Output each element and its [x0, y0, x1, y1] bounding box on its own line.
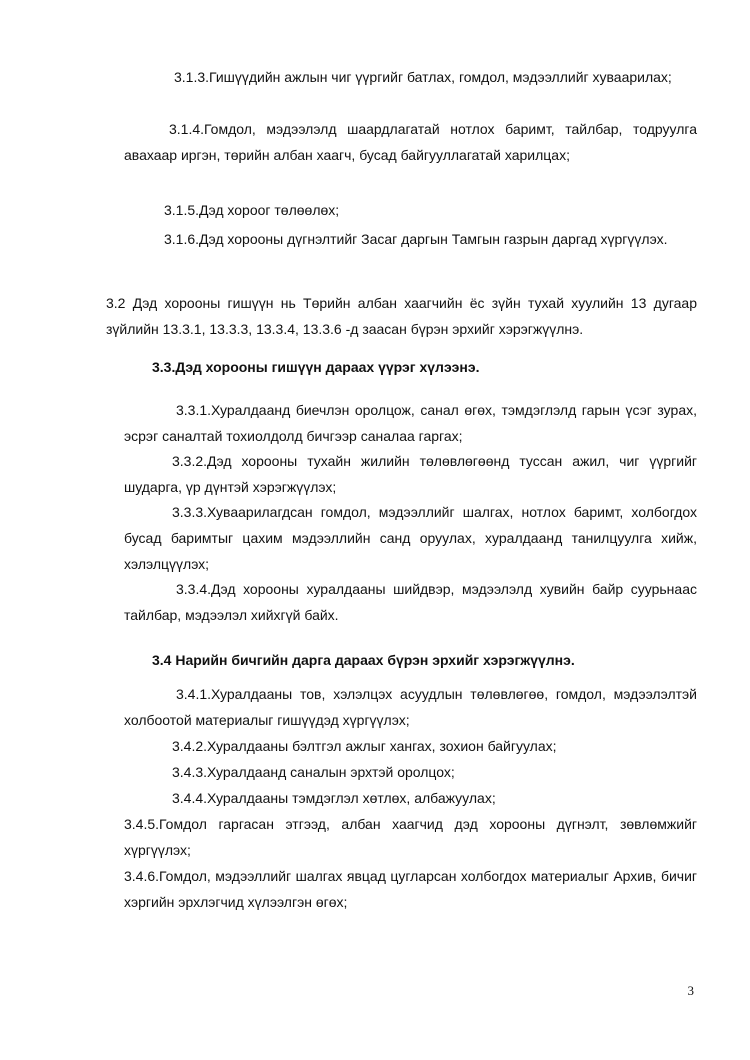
paragraph-3-3-4: 3.3.4.Дэд хорооны хуралдааны шийдвэр, мэдээлэлд хувийн байр суурьнаас тайлбар, мэдээлэл хийхгүй байх. [124, 581, 697, 623]
paragraph-3-4-6: 3.4.6.Гомдол, мэдээллийг шалгах явцад цугларсан холбогдох материалыг Архив, бичиг хэргийн эрхлэгчид хүлээлгэн өгөх; [124, 868, 697, 910]
paragraph-3-1-6: 3.1.6.Дэд хорооны дүгнэлтийг Засаг даргын Тамгын газрын даргад хүргүүлэх. [164, 231, 668, 247]
section-heading-3-3: 3.3.Дэд хорооны гишүүн дараах үүрэг хүлээнэ. [152, 359, 480, 375]
paragraph-3-4-5: 3.4.5.Гомдол гаргасан этгээд, албан хаагчид дэд хорооны дүгнэлт, зөвлөмжийг хүргүүлэх; [124, 816, 697, 858]
paragraph-3-3-1: 3.3.1.Хуралдаанд биечлэн оролцож, санал өгөх, тэмдэглэлд гарын үсэг зурах, эсрэг саналтай тохиолдолд бичгээр саналаа гаргах; [124, 402, 697, 444]
paragraph-3-2: 3.2 Дэд хорооны гишүүн нь Төрийн албан хаагчийн ёс зүйн тухай хуулийн 13 дугаар зүйлийн 13.3.1, 13.3.3, 13.3.4, 13.3.6 -д заасан бүрэн эрхийг хэрэгжүүлнэ. [106, 295, 697, 337]
page-number: 3 [687, 983, 694, 998]
paragraph-3-4-2: 3.4.2.Хуралдааны бэлтгэл ажлыг хангах, зохион байгуулах; [172, 738, 557, 754]
paragraph-3-1-3: 3.1.3.Гишүүдийн ажлын чиг үүргийг батлах, гомдол, мэдээллийг хуваарилах; [174, 69, 672, 85]
paragraph-3-4-3: 3.4.3.Хуралдаанд саналын эрхтэй оролцох; [172, 764, 455, 780]
section-heading-3-4: 3.4 Нарийн бичгийн дарга дараах бүрэн эрхийг хэрэгжүүлнэ. [152, 652, 575, 668]
paragraph-3-1-4: 3.1.4.Гомдол, мэдээлэлд шаардлагатай нотлох баримт, тайлбар, тодруулга авахаар иргэн, төрийн албан хаагч, бусад байгууллагатай харилцах; [124, 121, 697, 163]
paragraph-3-4-1: 3.4.1.Хуралдааны тов, хэлэлцэх асуудлын төлөвлөгөө, гомдол, мэдээлэлтэй холбоотой материалыг гишүүдэд хүргүүлэх; [124, 686, 697, 728]
paragraph-3-3-2: 3.3.2.Дэд хорооны тухайн жилийн төлөвлөгөөнд туссан ажил, чиг үүргийг шударга, үр дүнтэй хэрэгжүүлэх; [124, 453, 697, 495]
paragraph-3-1-5: 3.1.5.Дэд хороог төлөөлөх; [164, 202, 340, 218]
paragraph-3-3-3: 3.3.3.Хуваарилагдсан гомдол, мэдээллийг шалгах, нотлох баримт, холбогдох бусад баримтыг цахим мэдээллийн санд оруулах, хуралдаанд танилцуулга хийж, хэлэлцүүлэх; [124, 504, 697, 572]
paragraph-3-4-4: 3.4.4.Хуралдааны тэмдэглэл хөтлөх, албажуулах; [172, 790, 496, 806]
